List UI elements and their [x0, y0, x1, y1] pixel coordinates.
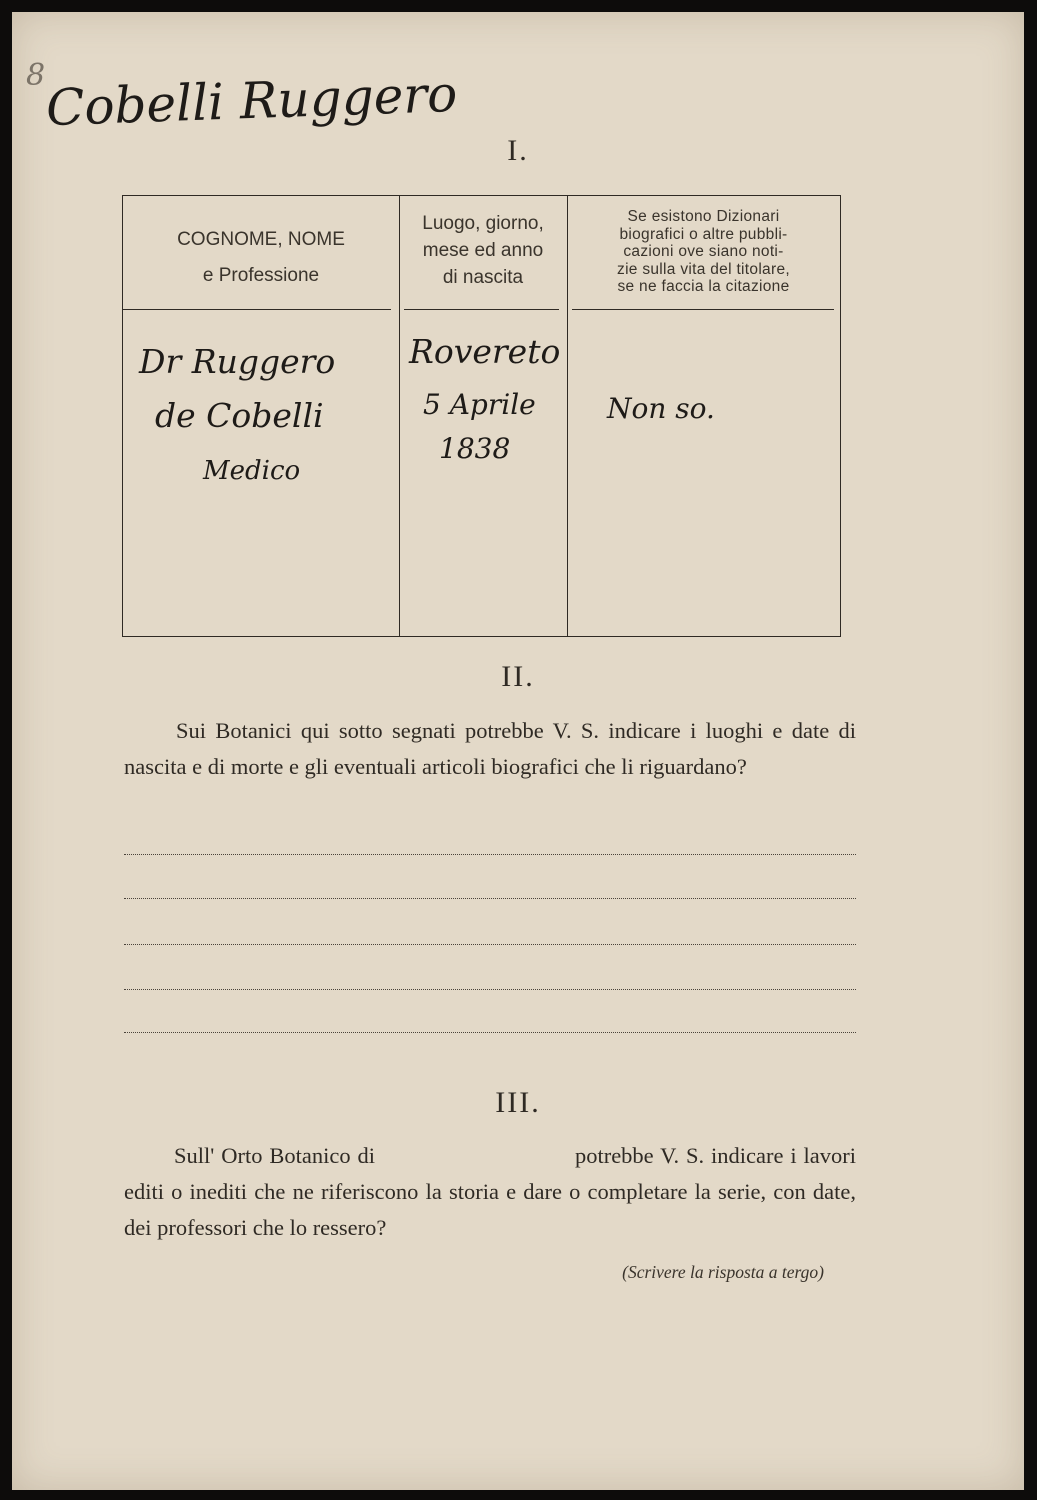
header-line: se ne faccia la citazione: [617, 278, 790, 295]
entry-references: Non so.: [607, 392, 715, 425]
answer-line: [124, 898, 856, 899]
header-line: mese ed anno: [422, 240, 544, 261]
header-line: cazioni ove siano noti-: [623, 243, 784, 260]
header-line: biografici o altre pubbli-: [619, 225, 788, 243]
question-end: potrebbe V. S. indicare i lavori editi o inediti che ne riferiscono la storia e dare o completare la serie, con date, dei professori che lo ressero?: [124, 1143, 856, 1240]
header-line: Se esistono Dizionari: [627, 208, 780, 225]
entry-birth-date: 5 Aprile: [423, 388, 536, 421]
header-line: COGNOME, NOME: [177, 229, 345, 250]
section-2-question: Sui Botanici qui sotto segnati potrebbe V. S. indicare i luoghi e date di nascita e di morte e gli eventuali articoli biografici che li riguardano?: [124, 718, 856, 779]
info-table: [122, 195, 841, 637]
document-page: [12, 12, 1024, 1490]
section-1-numeral: I.: [507, 134, 529, 167]
header-line: di nascita: [442, 267, 524, 288]
header-references: [567, 208, 840, 296]
header-rule: [404, 309, 559, 310]
reply-instruction: (Scrivere la risposta a tergo): [622, 1262, 824, 1282]
question-start: Sull' Orto Botanico di: [174, 1143, 375, 1168]
section-3-question: [124, 1138, 856, 1246]
header-line: zie sulla vita del titolare,: [617, 260, 790, 278]
header-birth: [399, 210, 567, 291]
entry-birthplace: Rovereto: [409, 332, 561, 371]
entry-name-line: Dr Ruggero: [139, 342, 336, 381]
handwritten-signature: Cobelli Ruggero: [45, 64, 459, 138]
answer-line: [124, 854, 856, 855]
entry-name-line: de Cobelli: [155, 396, 324, 435]
header-rule: [572, 309, 834, 310]
entry-profession: Medico: [203, 456, 301, 486]
section-2-numeral: II.: [501, 660, 535, 693]
answer-line: [124, 944, 856, 945]
header-line: Luogo, giorno,: [422, 213, 544, 234]
answer-line: [124, 1032, 856, 1033]
margin-number: 8: [26, 58, 46, 93]
answer-line: [124, 989, 856, 990]
header-name-profession: [123, 222, 399, 294]
header-rule: [123, 309, 391, 310]
header-line: e Professione: [202, 265, 320, 286]
entry-birth-year: 1838: [439, 432, 511, 465]
section-3-numeral: III.: [495, 1086, 541, 1119]
